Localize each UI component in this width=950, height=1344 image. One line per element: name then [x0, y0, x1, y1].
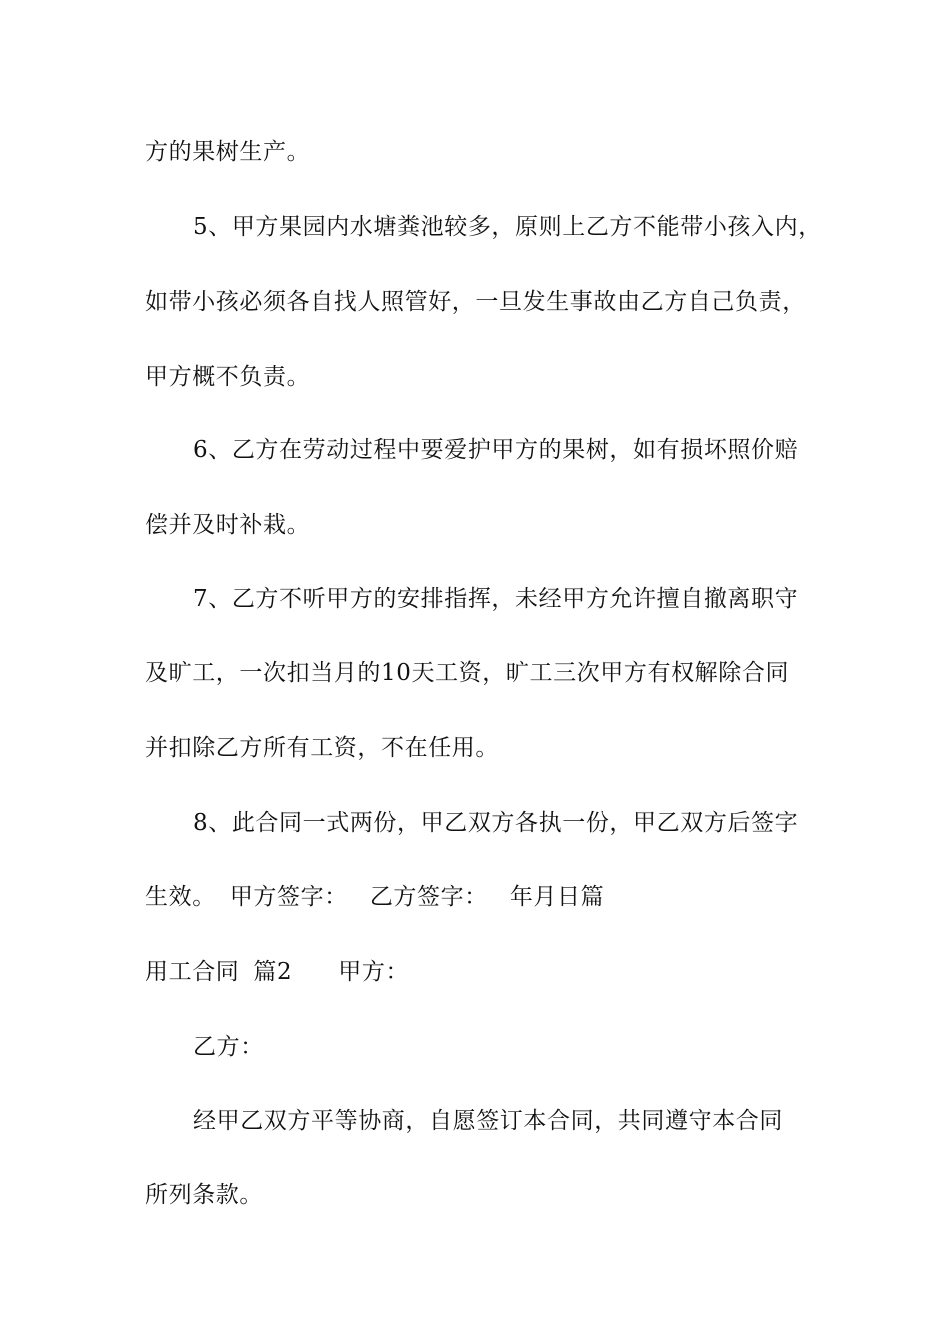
- contract-heading: [145, 957, 810, 987]
- clause-7-line-1: 7、乙方不听甲方的安排指挥，未经甲方允许擅自撤离职守: [193, 586, 799, 612]
- clause-5-line-2: 如带小孩必须各自找人照管好，一旦发生事故由乙方自己负责，: [145, 289, 806, 315]
- contract-section-number: 篇2: [253, 959, 293, 985]
- clause-5-line-3: 甲方概不负责。: [145, 364, 311, 390]
- party-a-label: 甲方：: [338, 959, 410, 985]
- paragraph-line: 方的果树生产。: [145, 139, 311, 165]
- clause-7-line-2: 及旷工，一次扣当月的10天工资，旷工三次甲方有权解除合同: [145, 660, 790, 686]
- contract-title: 用工合同: [145, 959, 240, 985]
- closing-line-2: 所列条款。: [145, 1182, 263, 1208]
- party-a-signature-label: 甲方签字：: [229, 884, 348, 910]
- clause-5-line-1: 5、甲方果园内水塘粪池较多，原则上乙方不能带小孩入内，: [193, 214, 822, 240]
- signature-line: [145, 882, 810, 912]
- date-label: 年月日篇: [509, 884, 605, 910]
- party-b-signature-label: 乙方签字：: [369, 884, 488, 910]
- clause-6-line-1: 6、乙方在劳动过程中要爱护甲方的果树，如有损坏照价赔: [193, 437, 799, 463]
- clause-7-line-3: 并扣除乙方所有工资，不在任用。: [145, 735, 499, 761]
- party-b-label: 乙方：: [193, 1034, 264, 1060]
- clause-8-line-1: 8、此合同一式两份，甲乙双方各执一份，甲乙双方后签字: [193, 810, 799, 836]
- clause-6-line-2: 偿并及时补栽。: [145, 512, 311, 538]
- closing-line-1: 经甲乙双方平等协商，自愿签订本合同，共同遵守本合同: [193, 1108, 783, 1134]
- signature-prefix: 生效。: [145, 884, 216, 910]
